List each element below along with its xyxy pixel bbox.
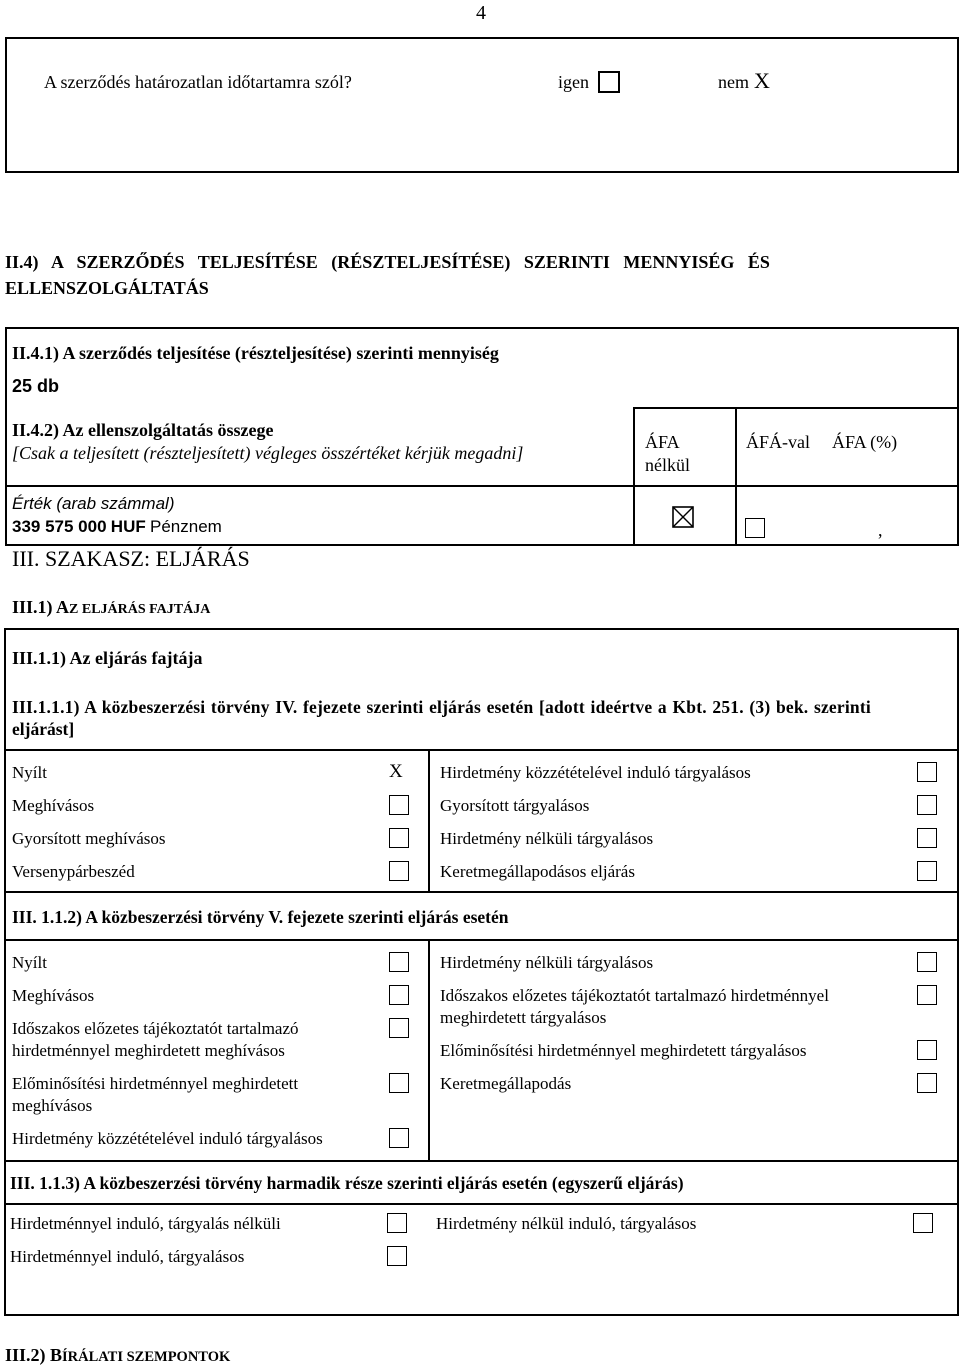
part5-left-2-label-2: hirdetménnyel meghirdetett meghívásos: [12, 1041, 285, 1060]
part5-right-3-label: Keretmegállapodás: [440, 1074, 572, 1093]
part5-right-0-checkbox[interactable]: [917, 952, 937, 972]
section-III-title: III. SZAKASZ: ELJÁRÁS: [12, 546, 250, 571]
part4-right-0-checkbox[interactable]: [917, 762, 937, 782]
part5-right-3-checkbox[interactable]: [917, 1073, 937, 1093]
part4-right-3-label: Keretmegállapodásos eljárás: [440, 862, 635, 881]
part4-left-0-mark: X: [389, 761, 403, 782]
part4-left-3-checkbox[interactable]: [389, 861, 409, 881]
vat-incl-checkbox[interactable]: [745, 518, 765, 538]
part5-left-2-checkbox[interactable]: [389, 1018, 409, 1038]
part4-left-0-label: Nyílt: [12, 763, 47, 782]
part3-left-1-checkbox[interactable]: [387, 1246, 407, 1266]
section-II4-heading-line2: ELLENSZOLGÁLTATÁS: [5, 278, 209, 298]
part5-table-bottom: [4, 1160, 959, 1162]
quantity-label: II.4.1) A szerződés teljesítése (részteljesítése) szerinti mennyiség: [12, 343, 499, 363]
section-III1-prefix: III.1) A: [12, 597, 70, 617]
part5-left-1-label: Meghívásos: [12, 986, 95, 1005]
section-III2-prefix: III.2) B: [5, 1345, 63, 1365]
vat-incl-label: ÁFÁ-val: [746, 432, 810, 452]
currency-label: Pénznem: [150, 517, 222, 536]
part5-left-0-checkbox[interactable]: [389, 952, 409, 972]
section-III2-heading: [5, 1345, 230, 1366]
vat-pct-label: ÁFA (%): [832, 432, 898, 452]
part5-left-3-label-2: meghívásos: [12, 1096, 93, 1115]
yes-label: igen: [558, 72, 589, 92]
procedure-type-label: III.1.1) Az eljárás fajtája: [12, 648, 203, 668]
contract-duration-question: A szerződés határozatlan időtartamra szól?: [44, 72, 352, 92]
part5-left-0-label: Nyílt: [12, 953, 47, 972]
vat-excl-label-1: ÁFA: [645, 432, 680, 452]
part4-heading-line2: eljárást]: [12, 719, 75, 739]
vat-comma: ,: [878, 520, 883, 540]
section-III2-rest: ÍRÁLATI SZEMPONTOK: [62, 1349, 231, 1365]
amount-label: II.4.2) Az ellenszolgáltatás összege: [12, 420, 274, 440]
part5-right-1-label-2: meghirdetett tárgyalásos: [440, 1008, 607, 1027]
part5-left-4-checkbox[interactable]: [389, 1128, 409, 1148]
part4-right-2-checkbox[interactable]: [917, 828, 937, 848]
part4-left-1-checkbox[interactable]: [389, 795, 409, 815]
part4-left-2-checkbox[interactable]: [389, 828, 409, 848]
part5-left-1-checkbox[interactable]: [389, 985, 409, 1005]
part4-right-3-checkbox[interactable]: [917, 861, 937, 881]
checked-box-icon: [672, 506, 694, 528]
section-III1-heading: [12, 597, 210, 618]
part4-right-0-label: Hirdetmény közzétételével induló tárgyalásos: [440, 763, 751, 782]
vat-divider: [735, 408, 737, 486]
part4-right-1-label: Gyorsított tárgyalásos: [440, 796, 590, 815]
part3-left-1-label: Hirdetménnyel induló, tárgyalásos: [10, 1247, 245, 1266]
page-number: 4: [476, 2, 486, 24]
part4-right-1-checkbox[interactable]: [917, 795, 937, 815]
value-row: [12, 517, 222, 537]
part4-table-top: [4, 749, 959, 751]
part4-table-divider: [428, 749, 430, 892]
section-II4-heading-line1: II.4) A SZERZŐDÉS TELJESÍTÉSE (RÉSZTELJESÍTÉSE) SZERINTI MENNYISÉG ÉS: [5, 252, 770, 272]
part3-left-0-label: Hirdetménnyel induló, tárgyalás nélküli: [10, 1214, 281, 1233]
part4-heading-line1: III.1.1.1) A közbeszerzési törvény IV. fejezete szerinti eljárás esetén [adott ideértve a Kbt. 251. (3) bek. szerinti: [12, 697, 871, 717]
no-mark: X: [754, 68, 770, 93]
value-label-text: Érték (arab számmal): [12, 494, 175, 513]
part5-left-4-label: Hirdetmény közzétételével induló tárgyalásos: [12, 1129, 323, 1148]
value-currency: HUF: [110, 517, 146, 536]
part4-table-bottom: [4, 891, 959, 893]
part4-left-3-label: Versenypárbeszéd: [12, 862, 135, 881]
part5-table-top: [4, 939, 959, 941]
part5-right-1-checkbox[interactable]: [917, 985, 937, 1005]
part3-right-0-checkbox[interactable]: [913, 1213, 933, 1233]
part3-right-0-label: Hirdetmény nélkül induló, tárgyalásos: [436, 1214, 697, 1233]
vat-row-line: [633, 407, 959, 409]
vat-divider-lower: [735, 485, 737, 546]
part5-table-divider: [428, 939, 430, 1161]
part5-right-1-label-1: Időszakos előzetes tájékoztatót tartalmazó hirdetménnyel: [440, 986, 829, 1005]
part4-left-2-label: Gyorsított meghívásos: [12, 829, 166, 848]
quantity-value: 25 db: [12, 376, 60, 396]
part5-right-0-label: Hirdetmény nélküli tárgyalásos: [440, 953, 654, 972]
part3-table-top: [4, 1203, 959, 1205]
amount-divider: [633, 408, 635, 546]
amount-note: [Csak a teljesített (részteljesített) végleges összértéket kérjük megadni]: [12, 443, 524, 463]
vat-excl-label-2: nélkül: [645, 455, 690, 475]
yes-checkbox[interactable]: [598, 71, 620, 93]
contract-duration-box: [5, 37, 959, 173]
vat-excl-checkbox[interactable]: [672, 506, 694, 528]
part3-heading: III. 1.1.3) A közbeszerzési törvény harmadik része szerinti eljárás esetén (egyszerű eljárás): [10, 1173, 684, 1193]
part4-left-1-label: Meghívásos: [12, 796, 95, 815]
amount-value-line: [5, 485, 959, 487]
value-label: [12, 494, 174, 514]
part5-left-2-label-1: Időszakos előzetes tájékoztatót tartalmazó: [12, 1019, 299, 1038]
part4-right-2-label: Hirdetmény nélküli tárgyalásos: [440, 829, 654, 848]
part5-heading: III. 1.1.2) A közbeszerzési törvény V. fejezete szerinti eljárás esetén: [12, 907, 509, 927]
part5-left-3-checkbox[interactable]: [389, 1073, 409, 1093]
part5-right-2-label: Előminősítési hirdetménnyel meghirdetett tárgyalásos: [440, 1041, 807, 1060]
part5-right-2-checkbox[interactable]: [917, 1040, 937, 1060]
section-III1-rest: Z ELJÁRÁS FAJTÁJA: [69, 602, 211, 617]
part5-left-3-label-1: Előminősítési hirdetménnyel meghirdetett: [12, 1074, 299, 1093]
part3-left-0-checkbox[interactable]: [387, 1213, 407, 1233]
value-amount: 339 575 000: [12, 517, 107, 536]
no-label: nem: [718, 72, 749, 92]
